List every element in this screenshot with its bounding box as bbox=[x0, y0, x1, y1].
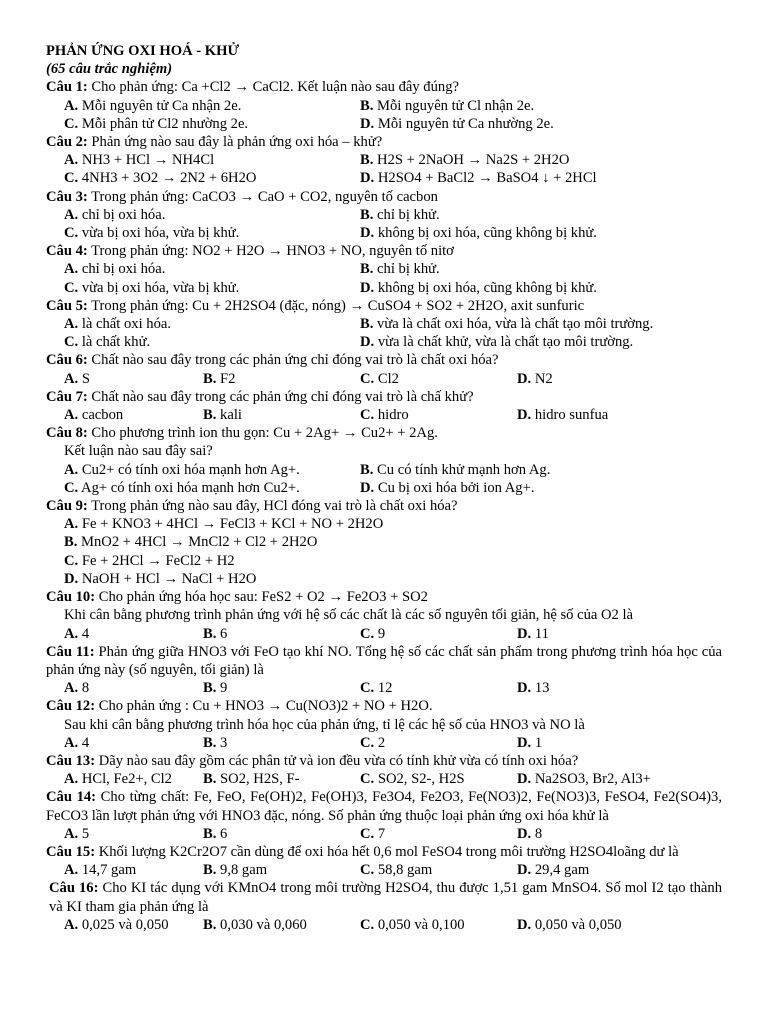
question-text: Cho phản ứng : Cu + HNO3 → Cu(NO3)2 + NO + H2O. bbox=[95, 698, 433, 715]
answer-option-text: Cl2 bbox=[374, 370, 399, 387]
answer-option-text: S bbox=[78, 370, 90, 387]
answer-option[interactable] bbox=[360, 679, 517, 697]
answer-row bbox=[46, 97, 722, 115]
question-block bbox=[46, 133, 722, 188]
answer-option[interactable] bbox=[46, 570, 256, 588]
question-stem bbox=[46, 297, 722, 315]
question-text: Khối lượng K2Cr2O7 cần dùng để oxi hóa hết 0,6 mol FeSO4 trong môi trường H2SO4loãng dư là bbox=[95, 843, 679, 860]
answer-option[interactable] bbox=[46, 333, 360, 351]
answer-row bbox=[46, 479, 722, 497]
answer-option-letter: D. bbox=[64, 570, 79, 587]
question-stem bbox=[46, 242, 722, 260]
answer-option-text: 1 bbox=[531, 734, 543, 751]
answer-option-text: Fe + KNO3 + 4HCl → FeCl3 + KCl + NO + 2H2O bbox=[78, 516, 384, 533]
answer-option-letter: B. bbox=[360, 206, 374, 223]
question-number: Câu 5: bbox=[46, 297, 88, 314]
answer-row bbox=[46, 533, 722, 551]
answer-option-letter: A. bbox=[64, 916, 79, 933]
question-block bbox=[46, 497, 722, 588]
answer-option-letter: C. bbox=[360, 771, 375, 788]
question-stem bbox=[46, 643, 722, 679]
answer-option-letter: C. bbox=[360, 862, 375, 879]
question-block bbox=[46, 351, 722, 387]
answer-option-text: chỉ bị khử. bbox=[373, 261, 440, 278]
question-text: Trong phản ứng: CaCO3 → CaO + CO2, nguyên tố cacbon bbox=[87, 188, 438, 205]
answer-option-letter: C. bbox=[64, 225, 79, 242]
question-block bbox=[46, 843, 722, 879]
answer-row bbox=[46, 861, 722, 879]
answer-option-text: Mỗi nguyên tử Ca nhận 2e. bbox=[78, 97, 242, 114]
answer-option-text: hidro sunfua bbox=[531, 407, 609, 424]
answer-row bbox=[46, 515, 722, 533]
question-number: Câu 13: bbox=[46, 752, 96, 769]
answer-option[interactable] bbox=[46, 515, 383, 533]
question-block bbox=[46, 242, 722, 297]
question-number: Câu 2: bbox=[46, 134, 88, 151]
answer-option[interactable] bbox=[360, 406, 517, 424]
answer-row bbox=[46, 734, 722, 752]
answer-option-letter: D. bbox=[517, 625, 532, 642]
answer-option-letter: A. bbox=[64, 461, 79, 478]
answer-option-text: 9,8 gam bbox=[216, 862, 268, 879]
answer-option[interactable] bbox=[517, 825, 674, 843]
answer-option-text: F2 bbox=[216, 370, 236, 387]
answer-row bbox=[46, 151, 722, 169]
question-stem bbox=[46, 879, 722, 915]
answer-option-text: là chất oxi hóa. bbox=[78, 316, 172, 333]
answer-option-letter: A. bbox=[64, 825, 79, 842]
answer-option-letter: D. bbox=[360, 279, 375, 296]
answer-option-letter: C. bbox=[360, 680, 375, 697]
question-text: Phản ứng nào sau đây là phản ứng oxi hóa – khử? bbox=[87, 134, 383, 151]
answer-option-text: 9 bbox=[216, 680, 228, 697]
answer-option-letter: C. bbox=[64, 170, 79, 187]
question-stem bbox=[46, 752, 722, 770]
answer-option-letter: B. bbox=[360, 261, 374, 278]
answer-option-letter: B. bbox=[360, 461, 374, 478]
answer-row bbox=[46, 916, 722, 934]
answer-option-letter: D. bbox=[360, 334, 375, 351]
answer-option-letter: B. bbox=[203, 825, 217, 842]
answer-option-text: MnO2 + 4HCl → MnCl2 + Cl2 + 2H2O bbox=[77, 534, 318, 551]
answer-option-text: Fe + 2HCl → FeCl2 + H2 bbox=[78, 552, 235, 569]
answer-option-letter: A. bbox=[64, 680, 79, 697]
question-text: Cho KI tác dụng với KMnO4 trong môi trường H2SO4, thu được 1,51 gam MnSO4. Số mol I2 tạo thành và KI tham gia phản ứng là bbox=[49, 880, 722, 915]
answer-option-letter: D. bbox=[360, 170, 375, 187]
answer-option-letter: C. bbox=[360, 625, 375, 642]
question-text: Chất nào sau đây trong các phản ứng chỉ đóng vai trò là chất oxi hóa? bbox=[87, 352, 499, 369]
question-text: Cho từng chất: Fe, FeO, Fe(OH)2, Fe(OH)3, Fe3O4, Fe2O3, Fe(NO3)2, Fe(NO3)3, FeSO4, Fe2(SO4)3, FeCO3 lần lượt phản ứng với HNO3 đặc, nóng. Số phản ứng thuộc loại phản ứng oxi hóa khử là bbox=[46, 789, 722, 824]
answer-option[interactable] bbox=[360, 224, 674, 242]
answer-option[interactable] bbox=[46, 533, 317, 551]
question-block bbox=[46, 588, 722, 643]
answer-option[interactable] bbox=[517, 916, 674, 934]
answer-option-text: Mỗi phân tử Cl2 nhường 2e. bbox=[78, 115, 249, 132]
document-title: PHẢN ỨNG OXI HOÁ - KHỬ bbox=[46, 43, 240, 59]
answer-option-letter: A. bbox=[64, 771, 79, 788]
question-text: Phản ứng giữa HNO3 với FeO tạo khí NO. Tổng hệ số các chất sản phẩm trong phương trình hóa học của phản ứng này (số nguyên, tối giản) là bbox=[46, 643, 723, 678]
answer-option-text: Mỗi nguyên tử Cl nhận 2e. bbox=[373, 97, 535, 114]
answer-option-text: chỉ bị oxi hóa. bbox=[78, 261, 166, 278]
answer-option-letter: C. bbox=[64, 334, 79, 351]
answer-option[interactable] bbox=[46, 625, 203, 643]
answer-option-text: 0,025 và 0,050 bbox=[78, 916, 169, 933]
answer-option[interactable] bbox=[203, 861, 360, 879]
answer-option-letter: D. bbox=[360, 115, 375, 132]
answer-option[interactable] bbox=[360, 461, 674, 479]
answer-option[interactable] bbox=[360, 115, 674, 133]
question-continuation: Sau khi cân bằng phương trình hóa học của phản ứng, tỉ lệ các hệ số của HNO3 và NO là bbox=[64, 716, 585, 733]
question-number: Câu 8: bbox=[46, 425, 88, 442]
answer-option[interactable] bbox=[517, 625, 674, 643]
answer-option-letter: C. bbox=[360, 916, 375, 933]
answer-option-text: SO2, H2S, F- bbox=[216, 771, 300, 788]
question-stem bbox=[46, 424, 722, 442]
answer-row bbox=[46, 260, 722, 278]
answer-option[interactable] bbox=[360, 260, 674, 278]
answer-option[interactable] bbox=[360, 151, 674, 169]
answer-row bbox=[46, 461, 722, 479]
answer-option-text: 14,7 gam bbox=[78, 862, 137, 879]
answer-row bbox=[46, 825, 722, 843]
answer-option-letter: B. bbox=[203, 862, 217, 879]
answer-option[interactable] bbox=[46, 406, 203, 424]
answer-row bbox=[46, 333, 722, 351]
answer-option-text: HCl, Fe2+, Cl2 bbox=[78, 771, 172, 788]
question-block bbox=[46, 78, 722, 133]
question-block bbox=[46, 879, 722, 934]
answer-option-text: 0,030 và 0,060 bbox=[216, 916, 307, 933]
answer-option-text: 12 bbox=[374, 680, 393, 697]
question-text: Dãy nào sau đây gồm các phân tử và ion đều vừa có tính khử vừa có tính oxi hóa? bbox=[95, 752, 579, 769]
question-number: Câu 6: bbox=[46, 352, 88, 369]
answer-option-text: 8 bbox=[531, 825, 543, 842]
answer-option-text: Cu bị oxi hóa bởi ion Ag+. bbox=[374, 479, 535, 496]
answer-option-text: 2 bbox=[374, 734, 386, 751]
answer-option-text: 5 bbox=[78, 825, 90, 842]
answer-row bbox=[46, 552, 722, 570]
question-block bbox=[46, 297, 722, 352]
question-number: Câu 11: bbox=[46, 643, 95, 660]
question-block bbox=[46, 788, 722, 843]
question-text: Cho phản ứng: Ca +Cl2 → CaCl2. Kết luận nào sau đây đúng? bbox=[87, 79, 459, 96]
answer-option-letter: C. bbox=[64, 115, 79, 132]
question-number: Câu 14: bbox=[46, 789, 97, 806]
answer-option-letter: D. bbox=[517, 734, 532, 751]
answer-row bbox=[46, 570, 722, 588]
answer-option-letter: B. bbox=[203, 734, 217, 751]
answer-option-text: 0,050 và 0,050 bbox=[531, 916, 622, 933]
answer-option[interactable] bbox=[360, 625, 517, 643]
answer-option-letter: A. bbox=[64, 734, 79, 751]
answer-option-letter: B. bbox=[64, 534, 78, 551]
answer-option[interactable] bbox=[46, 97, 360, 115]
question-block bbox=[46, 697, 722, 752]
document-subtitle: (65 câu trắc nghiệm) bbox=[46, 61, 173, 78]
answer-option[interactable] bbox=[203, 825, 360, 843]
answer-option[interactable] bbox=[46, 825, 203, 843]
question-number: Câu 7: bbox=[46, 388, 88, 405]
question-number: Câu 9: bbox=[46, 498, 88, 515]
question-text: Cho phương trình ion thu gọn: Cu + 2Ag+ → Cu2+ + 2Ag. bbox=[87, 425, 438, 442]
answer-row bbox=[46, 115, 722, 133]
answer-option[interactable] bbox=[203, 679, 360, 697]
answer-option-letter: B. bbox=[360, 152, 374, 169]
answer-option-text: không bị oxi hóa, cũng không bị khử. bbox=[374, 279, 597, 296]
question-number: Câu 4: bbox=[46, 243, 88, 260]
question-block bbox=[46, 388, 722, 424]
answer-option-text: vừa bị oxi hóa, vừa bị khử. bbox=[78, 225, 240, 242]
answer-option-text: H2S + 2NaOH → Na2S + 2H2O bbox=[373, 152, 570, 169]
answer-option-text: 7 bbox=[374, 825, 386, 842]
answer-row bbox=[46, 279, 722, 297]
answer-option[interactable] bbox=[203, 770, 360, 788]
answer-option-text: Mỗi nguyên tử Ca nhường 2e. bbox=[374, 115, 554, 132]
answer-option[interactable] bbox=[517, 370, 674, 388]
answer-option[interactable] bbox=[517, 406, 674, 424]
answer-option-letter: B. bbox=[203, 680, 217, 697]
answer-option[interactable] bbox=[46, 861, 203, 879]
answer-option-letter: A. bbox=[64, 370, 79, 387]
question-stem bbox=[46, 388, 722, 406]
answer-option[interactable] bbox=[46, 770, 203, 788]
answer-option[interactable] bbox=[203, 370, 360, 388]
answer-option-text: 58,8 gam bbox=[374, 862, 433, 879]
answer-option-text: NH3 + HCl → NH4Cl bbox=[78, 152, 215, 169]
answer-option-letter: C. bbox=[360, 734, 375, 751]
answer-option-letter: A. bbox=[64, 316, 79, 333]
answer-option[interactable] bbox=[360, 97, 674, 115]
answer-option-letter: D. bbox=[517, 370, 532, 387]
answer-option[interactable] bbox=[360, 206, 674, 224]
answer-option[interactable] bbox=[46, 461, 360, 479]
answer-row bbox=[46, 625, 722, 643]
question-continuation: Khi cân bằng phương trình phản ứng với hệ số các chất là các số nguyên tối giản, hệ số của O2 là bbox=[64, 607, 634, 624]
question-block bbox=[46, 752, 722, 788]
answer-option[interactable] bbox=[46, 679, 203, 697]
answer-option[interactable] bbox=[517, 770, 674, 788]
question-text: Trong phản ứng: Cu + 2H2SO4 (đặc, nóng) → CuSO4 + SO2 + 2H2O, axit sunfuric bbox=[87, 297, 585, 314]
answer-option[interactable] bbox=[46, 224, 360, 242]
answer-option[interactable] bbox=[46, 115, 360, 133]
answer-option-letter: A. bbox=[64, 516, 79, 533]
answer-option[interactable] bbox=[46, 315, 360, 333]
answer-option-text: 0,050 và 0,100 bbox=[374, 916, 465, 933]
answer-option-text: 11 bbox=[531, 625, 549, 642]
answer-option-text: Cu có tính khử mạnh hơn Ag. bbox=[373, 461, 551, 478]
answer-row bbox=[46, 206, 722, 224]
answer-option[interactable] bbox=[203, 625, 360, 643]
answer-option-text: kali bbox=[216, 407, 242, 424]
answer-option-text: SO2, S2-, H2S bbox=[374, 771, 465, 788]
answer-option-text: vừa là chất oxi hóa, vừa là chất tạo môi trường. bbox=[373, 316, 654, 333]
answer-option-text: vừa là chất khử, vừa là chất tạo môi trường. bbox=[374, 334, 634, 351]
question-block bbox=[46, 188, 722, 243]
question-block bbox=[46, 424, 722, 497]
answer-option-text: 6 bbox=[216, 825, 228, 842]
question-number: Câu 15: bbox=[46, 843, 96, 860]
answer-option[interactable] bbox=[360, 169, 674, 187]
answer-row bbox=[46, 224, 722, 242]
answer-option-letter: B. bbox=[203, 370, 217, 387]
answer-option[interactable] bbox=[517, 734, 674, 752]
answer-option-letter: D. bbox=[360, 225, 375, 242]
answer-option-text: 4 bbox=[78, 625, 90, 642]
answer-option[interactable] bbox=[46, 479, 360, 497]
answer-option-letter: D. bbox=[360, 479, 375, 496]
question-text: Chất nào sau đây trong các phản ứng chỉ đóng vai trò là chấ khử? bbox=[87, 388, 474, 405]
answer-option-letter: A. bbox=[64, 862, 79, 879]
answer-option-letter: A. bbox=[64, 261, 79, 278]
question-stem bbox=[46, 133, 722, 151]
answer-option-letter: C. bbox=[360, 825, 375, 842]
question-stem bbox=[46, 351, 722, 369]
answer-row bbox=[46, 679, 722, 697]
answer-option-text: 4NH3 + 3O2 → 2N2 + 6H2O bbox=[78, 170, 257, 187]
question-number: Câu 3: bbox=[46, 188, 88, 205]
answer-option[interactable] bbox=[360, 734, 517, 752]
answer-option[interactable] bbox=[517, 679, 674, 697]
answer-option[interactable] bbox=[46, 279, 360, 297]
answer-option[interactable] bbox=[203, 734, 360, 752]
question-block bbox=[46, 643, 722, 698]
question-stem bbox=[46, 843, 722, 861]
answer-option[interactable] bbox=[360, 861, 517, 879]
answer-option-letter: A. bbox=[64, 625, 79, 642]
answer-option-letter: A. bbox=[64, 97, 79, 114]
answer-option[interactable] bbox=[203, 406, 360, 424]
answer-option-letter: C. bbox=[64, 479, 79, 496]
answer-option-letter: C. bbox=[360, 370, 375, 387]
answer-option[interactable] bbox=[46, 206, 360, 224]
answer-option-letter: D. bbox=[517, 825, 532, 842]
answer-option[interactable] bbox=[360, 279, 674, 297]
answer-option-letter: A. bbox=[64, 407, 79, 424]
answer-row bbox=[46, 406, 722, 424]
answer-option[interactable] bbox=[360, 333, 674, 351]
answer-row bbox=[46, 770, 722, 788]
answer-option[interactable] bbox=[360, 370, 517, 388]
answer-option[interactable] bbox=[46, 552, 235, 570]
answer-option-letter: D. bbox=[517, 771, 532, 788]
answer-option-letter: D. bbox=[517, 916, 532, 933]
answer-option-text: 9 bbox=[374, 625, 386, 642]
answer-option-text: Cu2+ có tính oxi hóa mạnh hơn Ag+. bbox=[78, 461, 300, 478]
question-number: Câu 10: bbox=[46, 589, 96, 606]
answer-option[interactable] bbox=[46, 260, 360, 278]
question-stem bbox=[46, 697, 722, 715]
answer-option[interactable] bbox=[46, 734, 203, 752]
answer-option-letter: B. bbox=[360, 97, 374, 114]
answer-option-text: 6 bbox=[216, 625, 228, 642]
answer-option-letter: B. bbox=[203, 916, 217, 933]
answer-option-letter: B. bbox=[203, 625, 217, 642]
question-stem bbox=[46, 588, 722, 606]
answer-option-text: 8 bbox=[78, 680, 90, 697]
answer-option-text: 4 bbox=[78, 734, 90, 751]
answer-option[interactable] bbox=[360, 916, 517, 934]
answer-option-text: N2 bbox=[531, 370, 553, 387]
answer-option-text: vừa bị oxi hóa, vừa bị khử. bbox=[78, 279, 240, 296]
answer-option-text: hidro bbox=[374, 407, 409, 424]
question-text: Cho phản ứng hóa học sau: FeS2 + O2 → Fe2O3 + SO2 bbox=[95, 589, 428, 606]
answer-option-letter: C. bbox=[64, 279, 79, 296]
answer-option-text: Na2SO3, Br2, Al3+ bbox=[531, 771, 651, 788]
answer-option[interactable] bbox=[360, 315, 674, 333]
answer-option-letter: B. bbox=[203, 407, 217, 424]
answer-option-text: Ag+ có tính oxi hóa mạnh hơn Cu2+. bbox=[78, 479, 300, 496]
answer-option[interactable] bbox=[46, 169, 360, 187]
answer-option-letter: A. bbox=[64, 206, 79, 223]
question-list bbox=[46, 78, 722, 934]
answer-option-text: chỉ bị oxi hóa. bbox=[78, 206, 166, 223]
answer-option-letter: B. bbox=[360, 316, 374, 333]
answer-option-letter: D. bbox=[517, 680, 532, 697]
answer-option[interactable] bbox=[517, 861, 674, 879]
question-stem bbox=[46, 497, 722, 515]
answer-option-text: không bị oxi hóa, cũng không bị khử. bbox=[374, 225, 597, 242]
answer-option[interactable] bbox=[360, 479, 674, 497]
answer-option-letter: D. bbox=[517, 407, 532, 424]
question-continuation: Kết luận nào sau đây sai? bbox=[64, 443, 213, 460]
question-stem bbox=[46, 78, 722, 96]
answer-option-text: 29,4 gam bbox=[531, 862, 590, 879]
answer-option-text: 3 bbox=[216, 734, 228, 751]
answer-option-letter: B. bbox=[203, 771, 217, 788]
answer-row bbox=[46, 169, 722, 187]
answer-option-letter: C. bbox=[64, 552, 79, 569]
answer-option-text: là chất khử. bbox=[78, 334, 151, 351]
answer-row bbox=[46, 315, 722, 333]
question-text: Trong phản ứng: NO2 + H2O → HNO3 + NO, nguyên tố nitơ bbox=[87, 243, 454, 260]
question-number: Câu 16: bbox=[49, 880, 99, 897]
answer-row bbox=[46, 370, 722, 388]
question-stem bbox=[46, 788, 722, 824]
question-text: Trong phản ứng nào sau đây, HCl đóng vai trò là chất oxi hóa? bbox=[87, 498, 458, 515]
question-stem bbox=[46, 188, 722, 206]
answer-option-letter: A. bbox=[64, 152, 79, 169]
answer-option-text: NaOH + HCl → NaCl + H2O bbox=[78, 570, 257, 587]
answer-option[interactable] bbox=[46, 370, 203, 388]
answer-option[interactable] bbox=[46, 151, 360, 169]
answer-option-text: chỉ bị khử. bbox=[373, 206, 440, 223]
answer-option-letter: C. bbox=[360, 407, 375, 424]
answer-option-text: 13 bbox=[531, 680, 550, 697]
answer-option[interactable] bbox=[360, 825, 517, 843]
answer-option-letter: D. bbox=[517, 862, 532, 879]
answer-option-text: H2SO4 + BaCl2 → BaSO4 ↓ + 2HCl bbox=[374, 170, 597, 187]
question-number: Câu 12: bbox=[46, 698, 96, 715]
answer-option[interactable] bbox=[46, 916, 203, 934]
question-number: Câu 1: bbox=[46, 79, 88, 96]
answer-option-text: cacbon bbox=[78, 407, 124, 424]
answer-option[interactable] bbox=[360, 770, 517, 788]
answer-option[interactable] bbox=[203, 916, 360, 934]
